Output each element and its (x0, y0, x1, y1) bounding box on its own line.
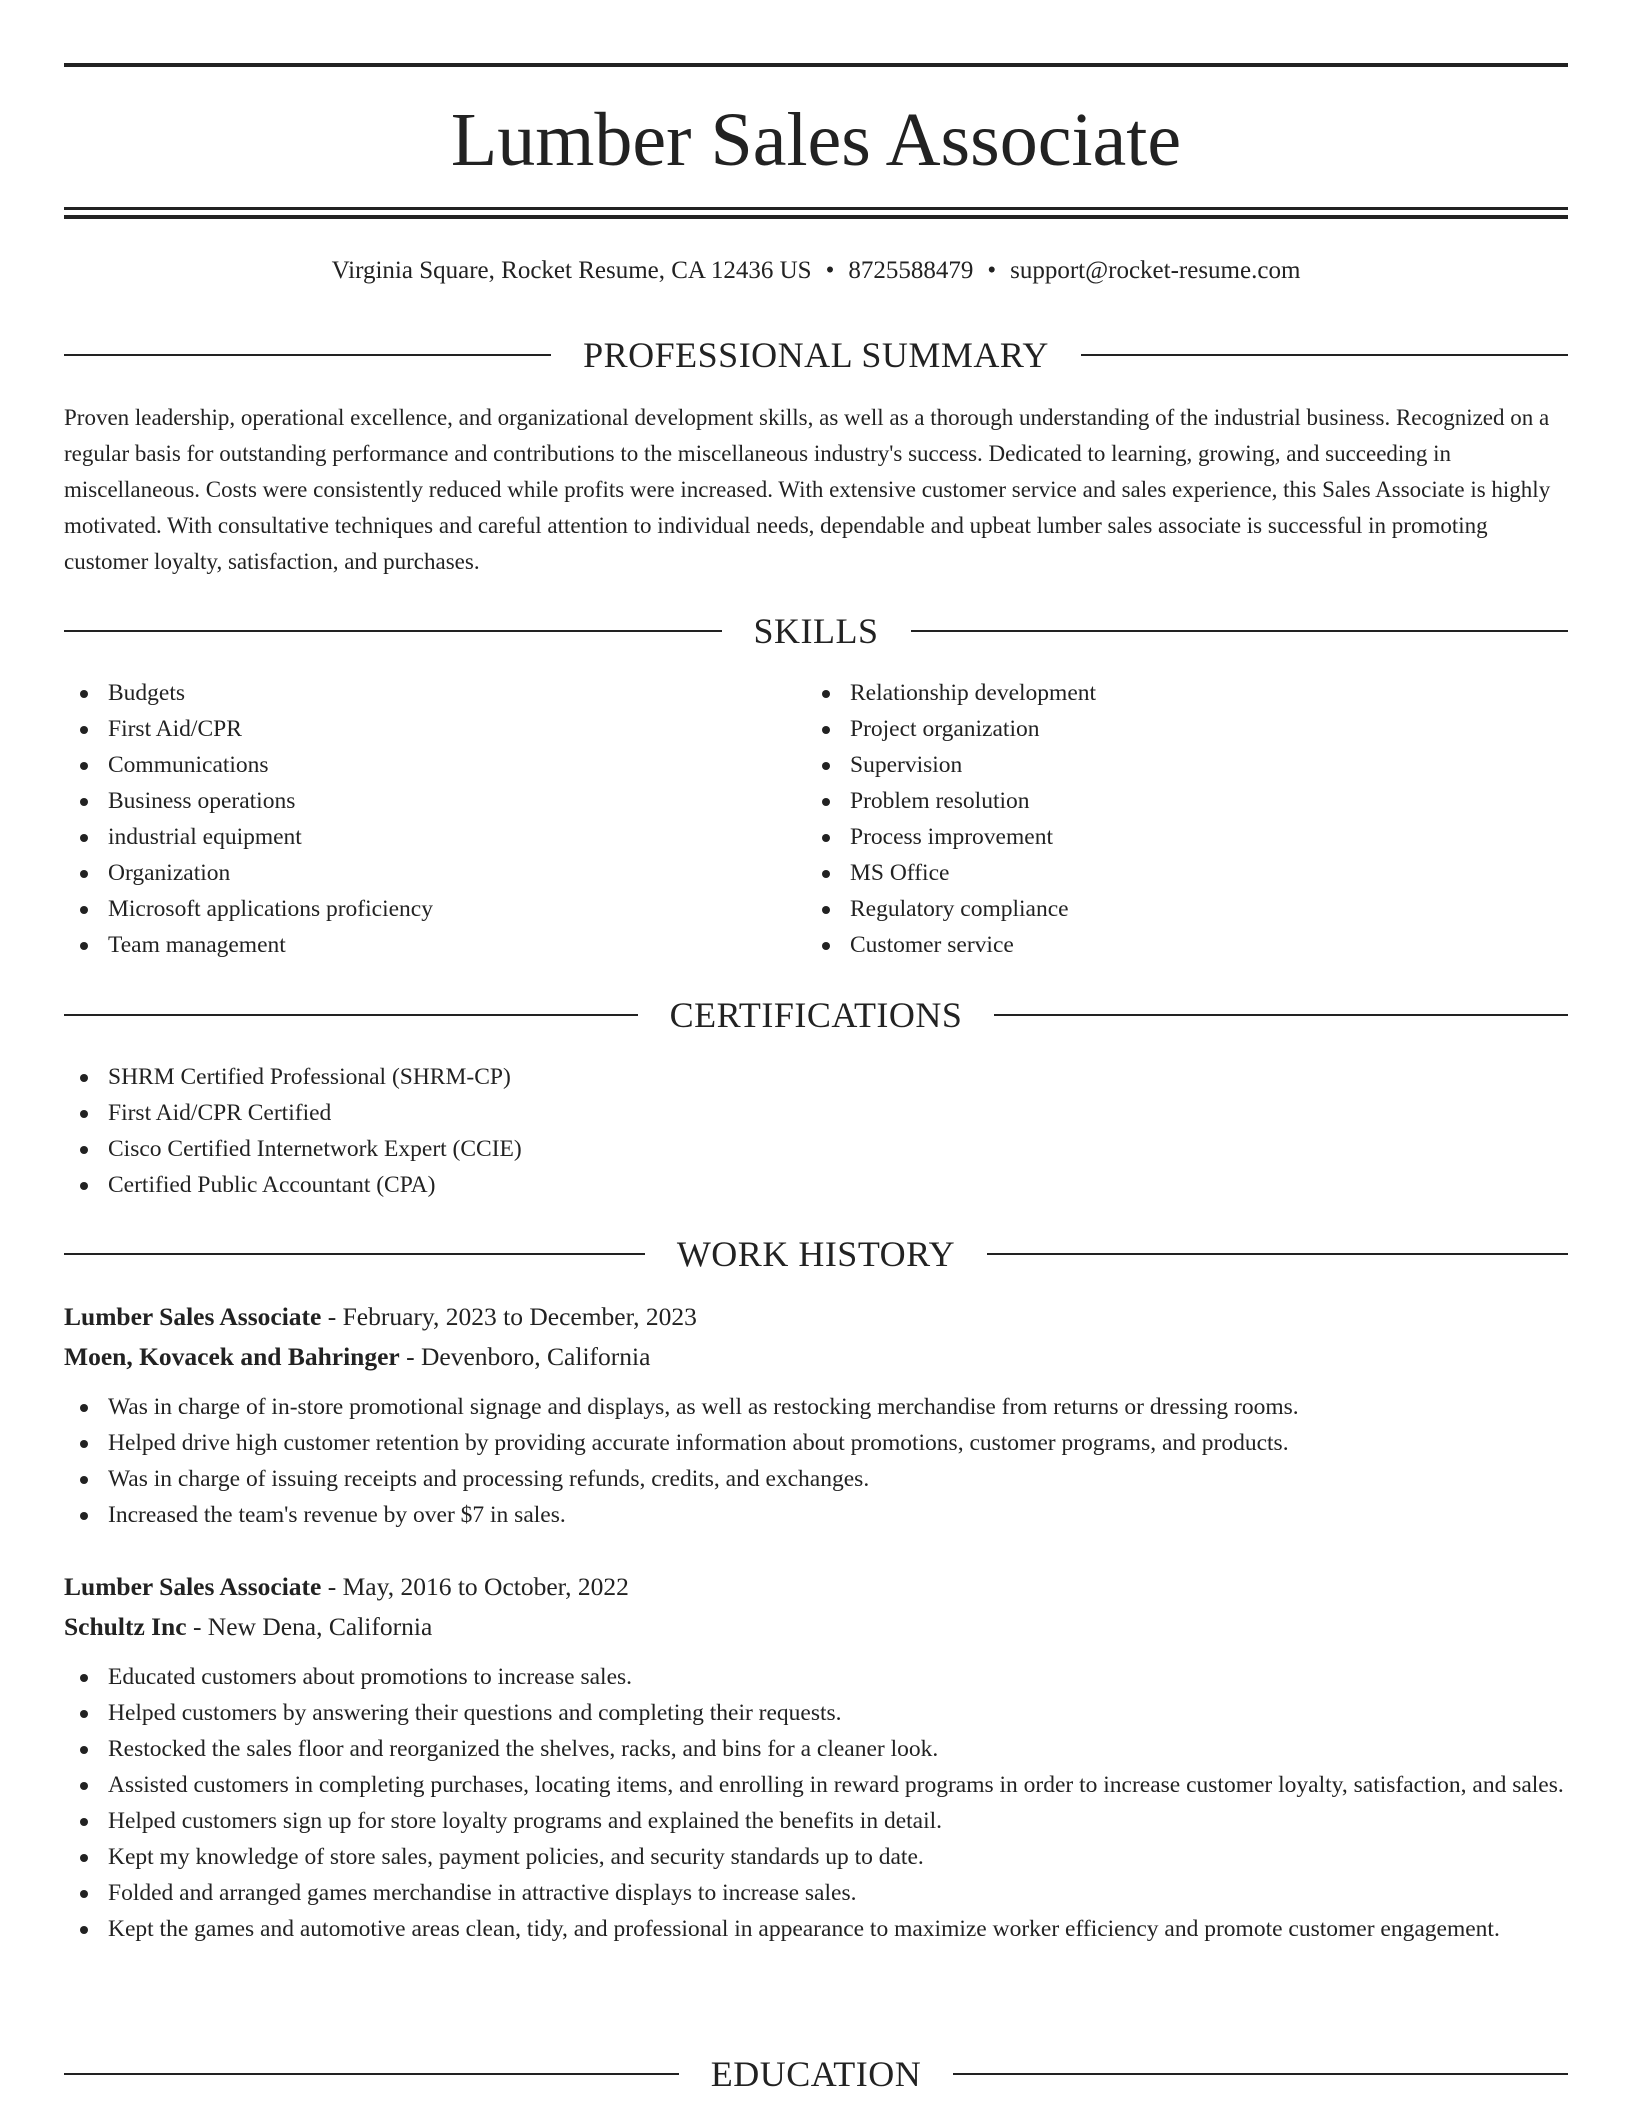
job-role-line (64, 1297, 1568, 1337)
job-location: - New Dena, California (186, 1612, 433, 1641)
section-title: SKILLS (753, 611, 879, 651)
skill-item: MS Office (806, 855, 1566, 891)
section-rule (1081, 354, 1568, 356)
skill-item: Project organization (806, 711, 1566, 747)
contact-line (64, 254, 1568, 288)
header-double-rule-upper (64, 207, 1568, 210)
job-bullet: Was in charge of in-store promotional signage and displays, as well as restocking merchandise from returns or dressing rooms. (64, 1389, 1568, 1425)
summary-text: Proven leadership, operational excellence, and organizational development skills, as well as a thorough understanding of the industrial business. Recognized on a regular basis for outstanding performance and contributions to the miscellaneous industry's success. Dedicated to learning, growing, and succeeding in miscellaneous. Costs were consistently reduced while profits were increased. With extensive customer service and sales experience, this Sales Associate is highly motivated. With consultative techniques and careful attention to individual needs, dependable and upbeat lumber sales associate is successful in promoting customer loyalty, satisfaction, and purchases. (64, 405, 1551, 574)
section-title: EDUCATION (710, 2054, 922, 2094)
job-bullet: Assisted customers in completing purchases, locating items, and enrolling in reward programs in order to increase customer loyalty, satisfaction, and sales. (64, 1767, 1568, 1803)
section-title: PROFESSIONAL SUMMARY (583, 335, 1049, 375)
contact-separator: • (987, 257, 997, 284)
job-bullet: Educated customers about promotions to increase sales. (64, 1659, 1568, 1695)
job-dates: - February, 2023 to December, 2023 (321, 1302, 697, 1331)
job-bullet: Increased the team's revenue by over $7 in sales. (64, 1497, 1568, 1533)
job-bullet: Helped customers sign up for store loyalty programs and explained the benefits in detail. (64, 1803, 1568, 1839)
section-heading-education (64, 2052, 1568, 2096)
section-heading-certifications (64, 993, 1568, 1037)
job-bullet: Kept the games and automotive areas clean, tidy, and professional in appearance to maximize worker efficiency and promote customer engagement. (64, 1911, 1568, 1947)
contact-email: support@rocket-resume.com (1010, 257, 1301, 284)
certifications-list (64, 1059, 1568, 1203)
section-rule (64, 354, 551, 356)
skill-item: Business operations (64, 783, 804, 819)
skill-item: Team management (64, 927, 804, 963)
job-role-line (64, 1567, 1568, 1607)
section-heading-summary (64, 333, 1568, 377)
section-rule (64, 630, 722, 632)
job-bullet: Kept my knowledge of store sales, payment policies, and security standards up to date. (64, 1839, 1568, 1875)
job-title: Lumber Sales Associate (64, 1302, 322, 1331)
certification-item: Certified Public Accountant (CPA) (64, 1167, 1568, 1203)
skill-item: Customer service (806, 927, 1566, 963)
job-bullets (64, 1659, 1568, 1947)
skill-item: Problem resolution (806, 783, 1566, 819)
job-employer: Moen, Kovacek and Bahringer (64, 1342, 400, 1371)
job-bullet: Restocked the sales floor and reorganized the shelves, racks, and bins for a cleaner look. (64, 1731, 1568, 1767)
section-rule (911, 630, 1569, 632)
job-dates: - May, 2016 to October, 2022 (321, 1572, 629, 1601)
job-entry (64, 1297, 1568, 1533)
job-location: - Devenboro, California (399, 1342, 651, 1371)
skill-item: Organization (64, 855, 804, 891)
job-bullet: Helped drive high customer retention by providing accurate information about promotions, customer programs, and products. (64, 1425, 1568, 1461)
section-title: CERTIFICATIONS (669, 995, 963, 1035)
section-heading-skills (64, 609, 1568, 653)
skill-item: Microsoft applications proficiency (64, 891, 804, 927)
section-rule (953, 2073, 1568, 2075)
skill-item: First Aid/CPR (64, 711, 804, 747)
skill-item: Regulatory compliance (806, 891, 1566, 927)
skill-item: industrial equipment (64, 819, 804, 855)
skill-item: Supervision (806, 747, 1566, 783)
section-heading-work-history (64, 1232, 1568, 1276)
job-bullet: Helped customers by answering their questions and completing their requests. (64, 1695, 1568, 1731)
section-rule (987, 1253, 1568, 1255)
resume-title: Lumber Sales Associate (450, 98, 1182, 182)
job-employer: Schultz Inc (64, 1612, 187, 1641)
job-employer-line (64, 1607, 1568, 1647)
contact-separator: • (825, 257, 835, 284)
job-bullet: Folded and arranged games merchandise in attractive displays to increase sales. (64, 1875, 1568, 1911)
job-employer-line (64, 1337, 1568, 1377)
skill-item: Process improvement (806, 819, 1566, 855)
job-title: Lumber Sales Associate (64, 1572, 322, 1601)
header-top-rule (64, 63, 1568, 67)
section-title: WORK HISTORY (676, 1234, 956, 1274)
section-rule (64, 1014, 638, 1016)
skills-list-right (806, 675, 1566, 963)
section-rule (64, 2073, 679, 2075)
job-entry (64, 1567, 1568, 1947)
skill-item: Budgets (64, 675, 804, 711)
skill-item: Relationship development (806, 675, 1566, 711)
header-double-rule-lower (64, 215, 1568, 219)
certification-item: First Aid/CPR Certified (64, 1095, 1568, 1131)
contact-address: Virginia Square, Rocket Resume, CA 12436 US (331, 257, 812, 284)
certification-item: Cisco Certified Internetwork Expert (CCIE) (64, 1131, 1568, 1167)
job-bullets (64, 1389, 1568, 1533)
section-rule (64, 1253, 645, 1255)
certification-item: SHRM Certified Professional (SHRM-CP) (64, 1059, 1568, 1095)
section-rule (994, 1014, 1568, 1016)
skills-list-left (64, 675, 804, 963)
contact-phone: 8725588479 (848, 257, 974, 284)
skill-item: Communications (64, 747, 804, 783)
job-bullet: Was in charge of issuing receipts and processing refunds, credits, and exchanges. (64, 1461, 1568, 1497)
